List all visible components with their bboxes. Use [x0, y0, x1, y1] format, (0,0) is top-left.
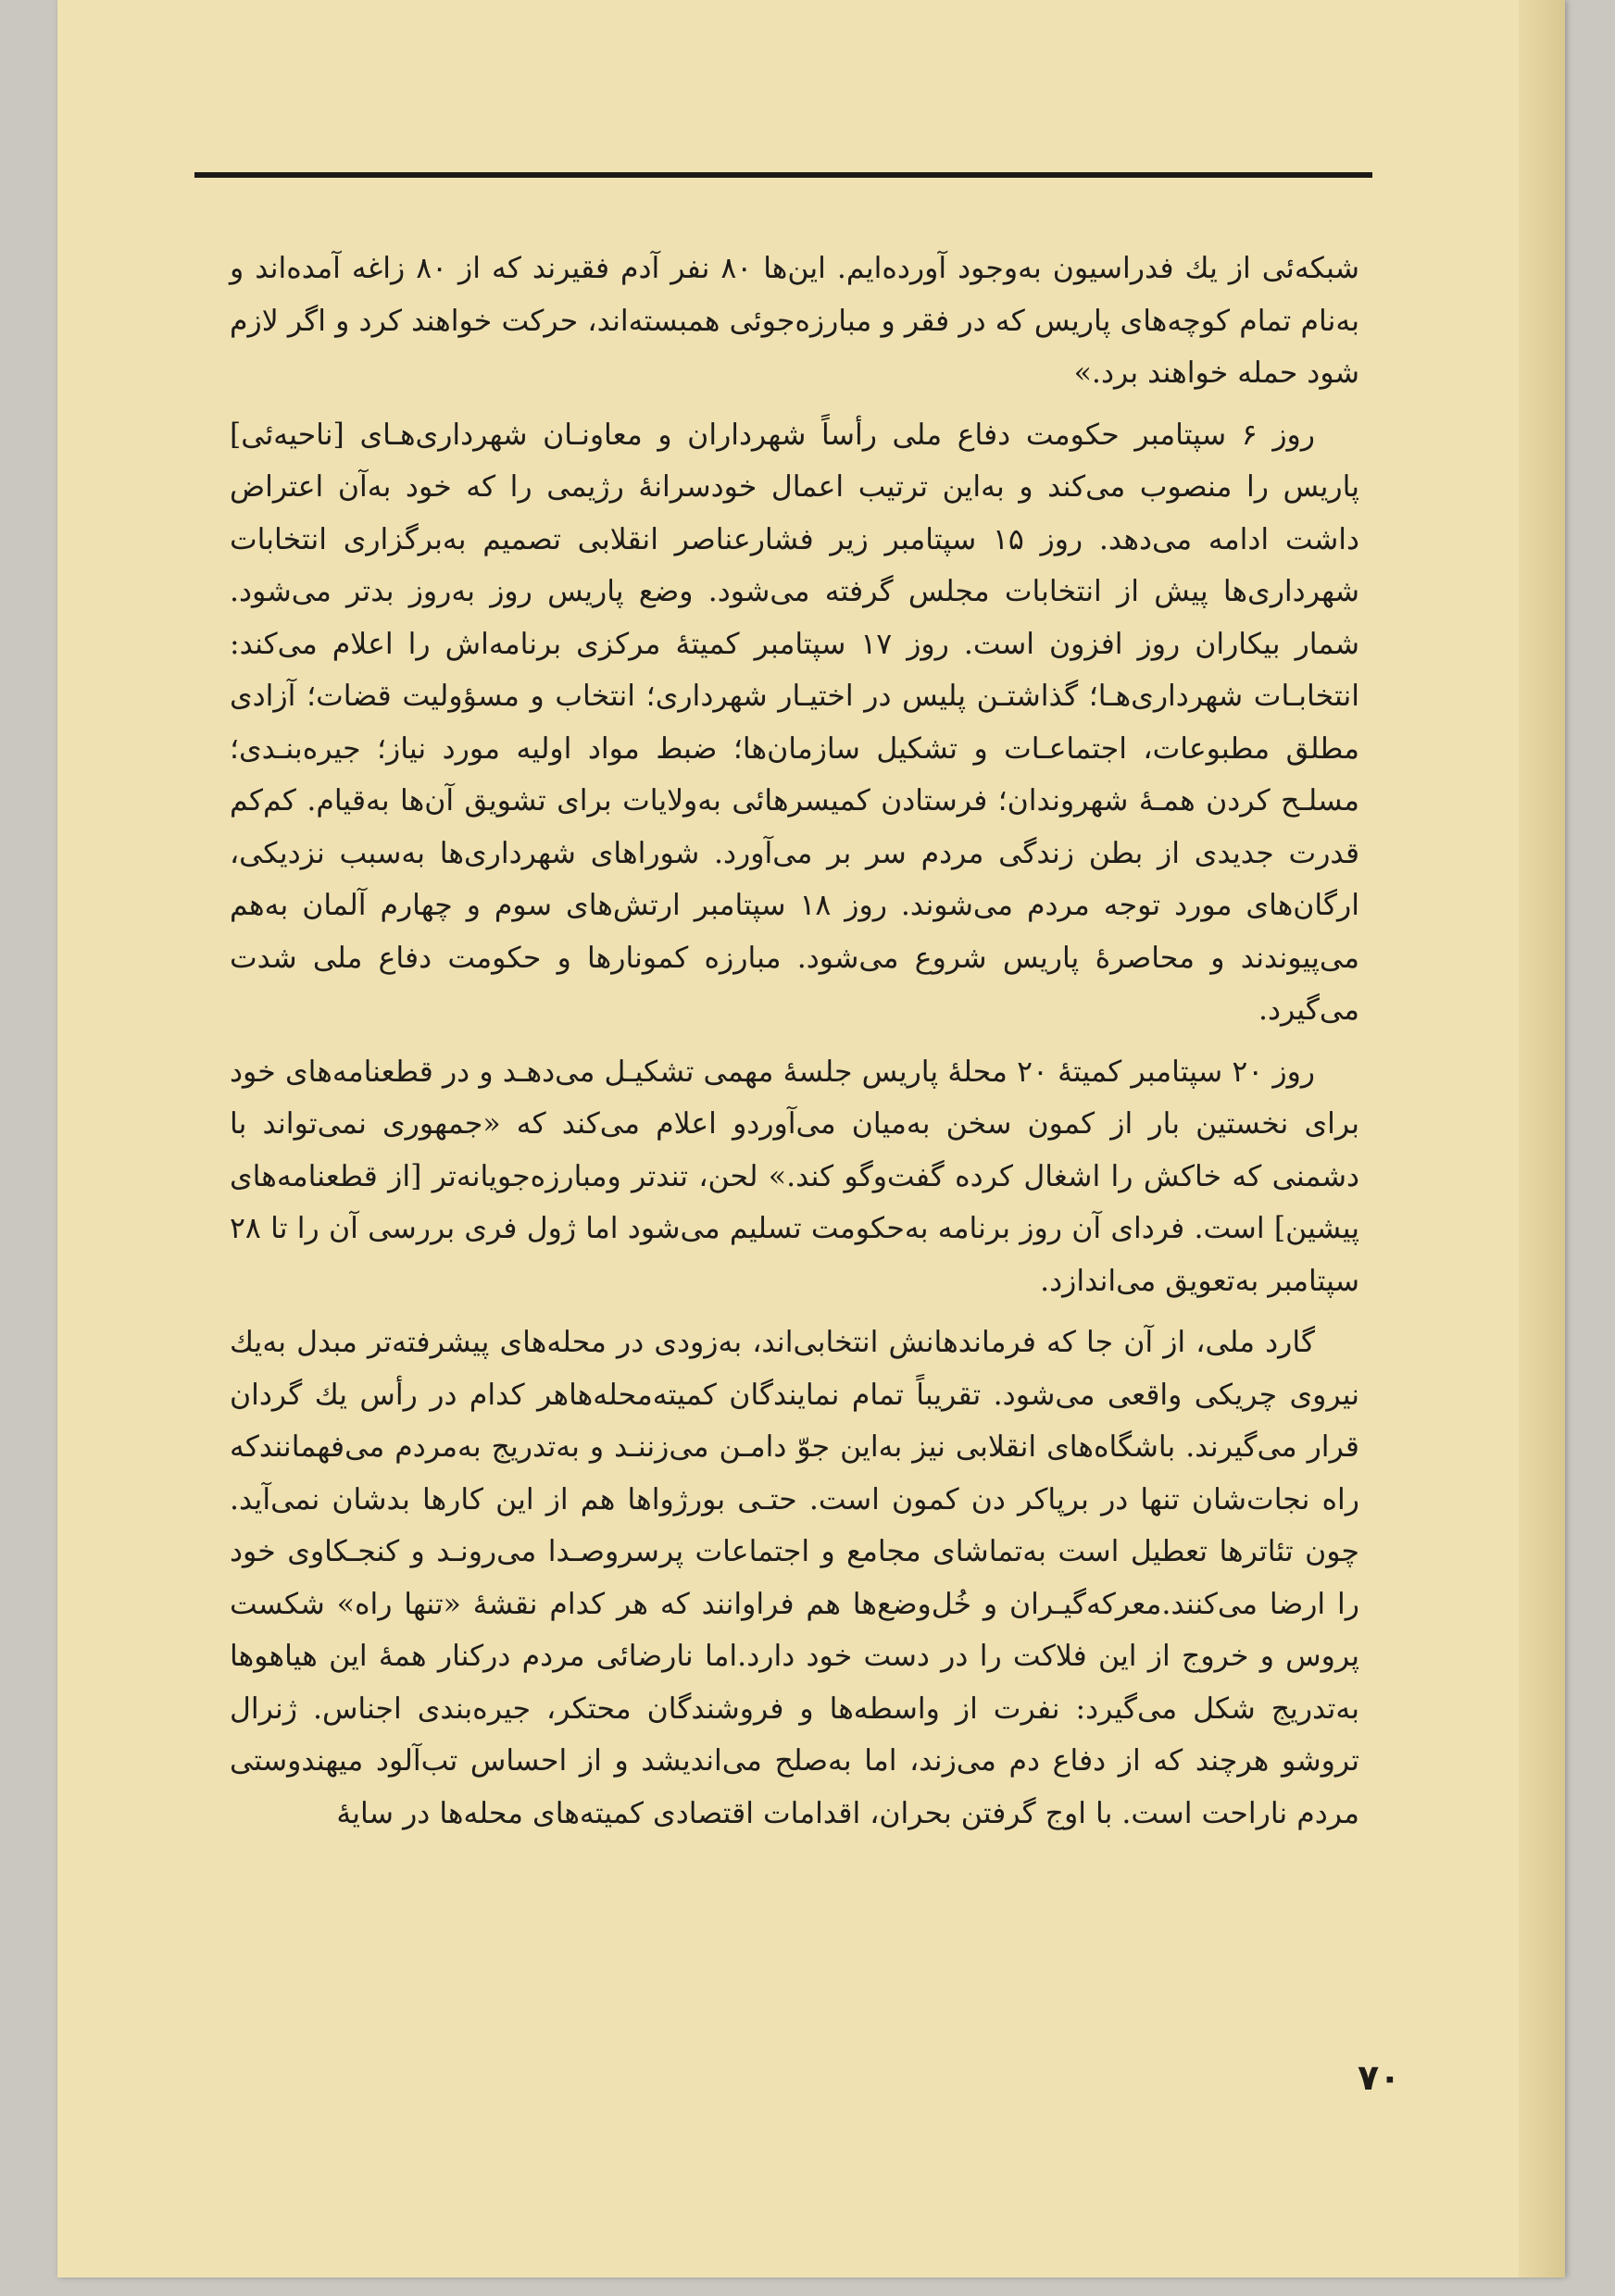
header-rule [194, 172, 1372, 178]
page-number: ۷۰ [1358, 2057, 1401, 2098]
paragraph-3: روز ۲۰ سپتامبر کمیتهٔ ۲۰ محلهٔ پاریس جلسهٔ مهمی تشکیـل می‌دهـد و در قطعنامه‌های خود برای نخستین بار از کمون سخن به‌میان می‌آوردو اعلام می‌کند که «جمهوری نمی‌تواند با دشمنی که خاکش را اشغال کرده گفت‌وگو کند.» لحن، تندتر ومبارزه‌جویانه‌تر [از قطعنامه‌های پیشین] است. فردای آن روز برنامه به‌حکومت تسلیم می‌شود اما ژول فری بررسی آن را تا ۲۸ سپتامبر به‌تعویق می‌اندازد. [230, 1054, 1359, 1298]
body-text [230, 243, 1359, 1840]
paragraph-1: شبکه‌ئی از یك فدراسیون به‌وجود آورده‌ایم. این‌ها ۸۰ نفر آدم فقیرند که از ۸۰ زاغه آمده‌اند و به‌نام تمام کوچه‌های پاریس که در فقر و مبارزه‌جوئی همبسته‌اند، حرکت خواهند کرد و اگر لازم شود حمله خواهند برد.» [230, 252, 1360, 390]
paragraph-4: گارد ملی، از آن جا که فرماندهانش انتخابی‌اند، به‌زودی در محله‌های پیشرفته‌تر مبدل به‌یك نیروی چریکی واقعی می‌شود. تقریباً تمام نمایندگان کمیته‌محله‌هاهر کدام در رأس یك گردان قرار می‌گیرند. باشگاه‌های انقلابی نیز به‌این جوّ دامـن می‌زننـد و به‌تدریج به‌مردم می‌فهمانندکه راه نجات‌شان تنها در برپاکر دن کمون است. حتـی بورژواها هم از این کارها بدشان نمی‌آید. چون تئاترها تعطیل است به‌تماشای مجامع و اجتماعات پرسروصـدا می‌رونـد و کنجـکاوی خود را ارضا می‌کنند.معرکه‌گیـران و خُل‌وضع‌ها هم فراوانند که هر کدام نقشهٔ «تنها راه» شکست پروس و خروج از این فلاکت را در دست خود دارد.اما نارضائی مردم درکنار همهٔ این هیاهوها به‌تدریج شکل می‌گیرد: نفرت از واسطه‌ها و فروشندگان محتکر، جیره‌بندی اجناس. ژنرال تروشو هرچند که از دفاع دم می‌زند، اما به‌صلح می‌اندیشد و از احساس تب‌آلود میهندوستی مردم ناراحت است. با اوج گرفتن بحران، اقدامات اقتصادی کمیته‌های محله‌ها در سایهٔ [230, 1326, 1359, 1830]
page-edge [1519, 0, 1565, 2277]
paragraph-2: روز ۶ سپتامبر حکومت دفاع ملی رأساً شهرداران و معاونـان شهرداری‌هـای [ناحیه‌ئی] پاریس را منصوب می‌کند و به‌این ترتیب اعمال خودسرانهٔ رژیمی را که خود به‌آن اعتراض داشت ادامه می‌دهد. روز ۱۵ سپتامبر زیر فشارعناصر انقلابی تصمیم به‌برگزاری انتخابات شهرداری‌ها پیش از انتخابات مجلس گرفته می‌شود. وضع پاریس روز به‌روز بدتر می‌شود. شمار بیکاران روز افزون است. روز ۱۷ سپتامبر کمیتهٔ مرکزی برنامه‌اش را اعلام می‌کند: انتخابـات شهرداری‌هـا؛ گذاشتـن پلیس در اختیـار شهرداری؛ انتخاب و مسؤولیت قضات؛ آزادی مطلق مطبوعات، اجتماعـات و تشکیل سازمان‌ها؛ ضبط مواد اولیه مورد نیاز؛ جیره‌بنـدی؛ مسلـح کردن همـهٔ شهروندان؛ فرستادن کمیسرهائی به‌ولایات برای تشویق آن‌ها به‌قیام. کم‌کم قدرت جدیدی از بطن زندگی مردم سر بر می‌آورد. شوراهای شهرداری‌ها به‌سبب نزدیکی، ارگان‌های مورد توجه مردم می‌شوند. روز ۱۸ سپتامبر ارتش‌های سوم و چهارم آلمان به‌هم می‌پیوندند و محاصرهٔ پاریس شروع می‌شود. مبارزه کمونارها و حکومت دفاع ملی شدت می‌گیرد. [230, 418, 1359, 1027]
